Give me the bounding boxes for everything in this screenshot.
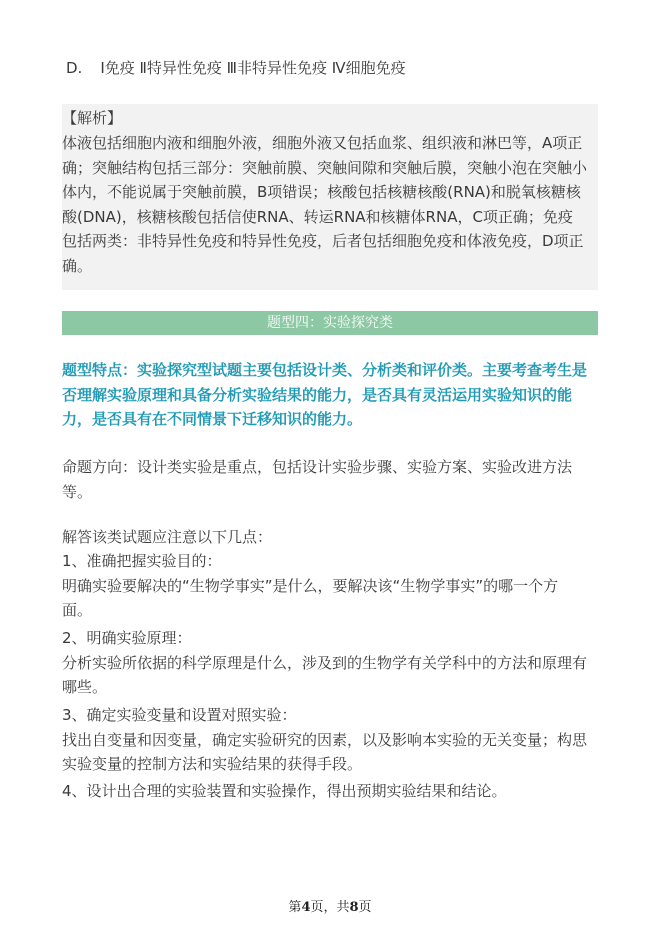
option-d-letter: D.: [66, 59, 83, 77]
question-type-features: [62, 358, 602, 432]
analysis-line: 确；突触结构包括三部分：突触前膜、突触间隙和突触后膜，突触小泡在突触小: [62, 158, 588, 177]
note-line: 哪些。: [62, 678, 108, 696]
answer-notes-intro: [62, 525, 602, 550]
note-heading: 2、明确实验原理：: [62, 629, 192, 647]
section-heading-bar: 题型四：实验探究类: [62, 311, 598, 335]
note-point-4: [62, 779, 602, 804]
note-heading: 3、确定实验变量和设置对照实验：: [62, 706, 297, 724]
analysis-box: [62, 104, 598, 290]
total-page-number: 8: [349, 900, 359, 915]
note-point-1: [62, 549, 602, 623]
note-point-3: [62, 703, 602, 777]
notes-intro: 解答该类试题应注意以下几点：: [62, 528, 273, 546]
analysis-title: 【解析】: [62, 109, 123, 127]
direction-line: 等。: [62, 482, 93, 501]
footer-suffix: 页: [358, 900, 372, 915]
analysis-line: 酸(DNA)，核糖核酸包括信使RNA、转运RNA和核糖体RNA，C项正确；免疫: [62, 207, 573, 226]
note-heading: 1、准确把握实验目的：: [62, 552, 222, 570]
direction-line: 命题方向：设计类实验是重点，包括设计实验步骤、实验方案、实验改进方法: [62, 458, 573, 476]
footer-prefix: 第: [288, 900, 302, 915]
footer-middle: 页，共: [310, 900, 350, 915]
analysis-line: 确。: [62, 256, 93, 275]
option-d: [66, 56, 406, 80]
note-line: 面。: [62, 601, 93, 619]
analysis-line: 体内，不能说属于突触前膜，B项错误；核酸包括核糖核酸(RNA)和脱氧核糖核: [62, 183, 581, 201]
note-point-2: [62, 626, 602, 700]
current-page-number: 4: [301, 900, 311, 915]
feature-line: 力，是否具有在不同情景下迁移知识的能力。: [62, 410, 363, 428]
note-line: 找出自变量和因变量，确定实验研究的因素，以及影响本实验的无关变量；构思: [62, 730, 588, 749]
note-line: 明确实验要解决的“生物学事实”是什么，要解决该“生物学事实”的哪一个方: [62, 576, 559, 595]
option-d-text: Ⅰ免疫 Ⅱ特异性免疫 Ⅲ非特异性免疫 Ⅳ细胞免疫: [100, 59, 406, 77]
note-line: 实验变量的控制方法和实验结果的获得手段。: [62, 755, 363, 773]
note-heading: 4、设计出合理的实验装置和实验操作，得出预期实验结果和结论。: [62, 782, 507, 800]
analysis-line: 体液包括细胞内液和细胞外液，细胞外液又包括血浆、组织液和淋巴等，A项正: [62, 134, 583, 152]
analysis-line: 包括两类：非特异性免疫和特异性免疫，后者包括细胞免疫和体液免疫，D项正: [62, 232, 584, 250]
proposition-direction: [62, 455, 602, 504]
feature-line: 否理解实验原理和具备分析实验结果的能力，是否具有灵活运用实验知识的能: [62, 385, 573, 404]
feature-line: 题型特点：实验探究型试题主要包括设计类、分析类和评价类。主要考查考生是: [62, 361, 588, 379]
page-number-footer: [0, 896, 660, 915]
note-line: 分析实验所依据的科学原理是什么，涉及到的生物学有关学科中的方法和原理有: [62, 653, 588, 672]
